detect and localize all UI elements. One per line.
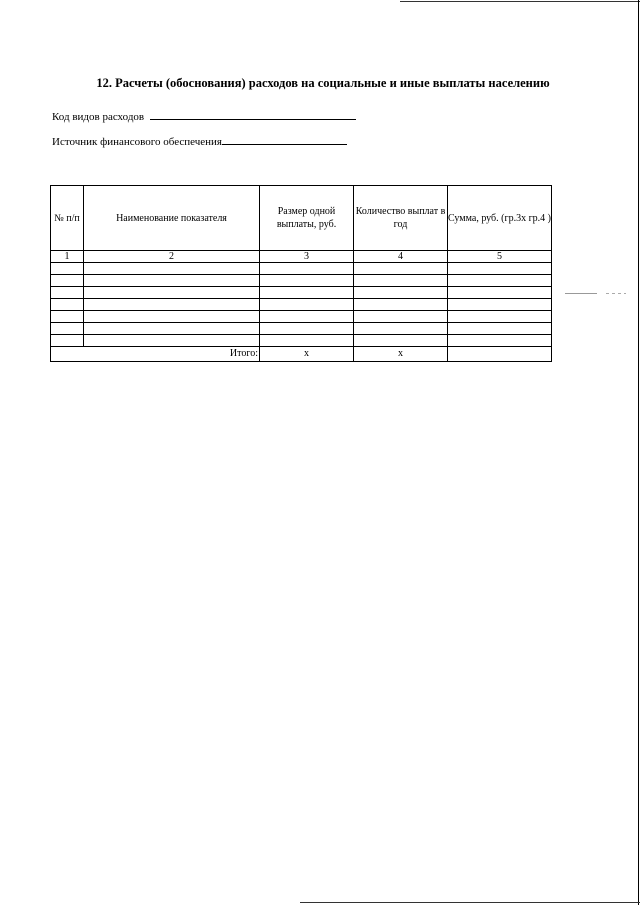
table-cell[interactable]	[260, 311, 354, 323]
expense-code-label: Код видов расходов	[52, 111, 145, 123]
table-cell[interactable]	[260, 299, 354, 311]
page-edge-right	[638, 0, 639, 905]
table-header-row	[51, 186, 552, 251]
table-cell[interactable]	[260, 323, 354, 335]
table-cell[interactable]	[51, 287, 84, 299]
header-payment-size: Размер одной выплаты, руб.	[260, 186, 354, 251]
table-cell[interactable]	[448, 311, 552, 323]
table-cell[interactable]	[84, 299, 260, 311]
table-cell[interactable]	[51, 335, 84, 347]
table-cell[interactable]	[84, 263, 260, 275]
total-payments-per-year: х	[354, 347, 448, 362]
page-edge-bottom	[300, 902, 640, 903]
table-cell[interactable]	[448, 323, 552, 335]
table-row	[51, 275, 552, 287]
table-row	[51, 323, 552, 335]
section-title: 12. Расчеты (обоснования) расходов на социальные и иные выплаты населению	[96, 76, 550, 90]
table-cell[interactable]	[51, 299, 84, 311]
table-cell[interactable]	[84, 323, 260, 335]
table-cell[interactable]	[51, 323, 84, 335]
table-cell[interactable]	[354, 287, 448, 299]
expense-code-blank[interactable]	[150, 118, 356, 120]
table-cell[interactable]	[51, 311, 84, 323]
column-number: 5	[448, 251, 552, 263]
column-number: 1	[51, 251, 84, 263]
table-cell[interactable]	[354, 275, 448, 287]
header-indicator-name: Наименование показателя	[84, 186, 260, 251]
table-cell[interactable]	[448, 299, 552, 311]
scan-artifact-dashes	[606, 293, 626, 294]
table-cell[interactable]	[354, 335, 448, 347]
table-row	[51, 299, 552, 311]
table-cell[interactable]	[260, 275, 354, 287]
table-cell[interactable]	[354, 299, 448, 311]
table-cell[interactable]	[84, 335, 260, 347]
funding-source-blank[interactable]	[222, 143, 347, 145]
total-row	[51, 347, 552, 362]
table-cell[interactable]	[84, 287, 260, 299]
calculation-table	[50, 185, 552, 362]
table-cell[interactable]	[354, 323, 448, 335]
table-cell[interactable]	[260, 335, 354, 347]
table-cell[interactable]	[84, 311, 260, 323]
table-cell[interactable]	[448, 335, 552, 347]
header-sum: Сумма, руб. (гр.3х гр.4 )	[448, 186, 552, 251]
table-row	[51, 263, 552, 275]
table-cell[interactable]	[260, 263, 354, 275]
column-number: 2	[84, 251, 260, 263]
table-cell[interactable]	[260, 287, 354, 299]
funding-source-field	[52, 136, 347, 148]
table-cell[interactable]	[448, 275, 552, 287]
column-number: 3	[260, 251, 354, 263]
table-cell[interactable]	[354, 311, 448, 323]
table-row	[51, 335, 552, 347]
table-cell[interactable]	[448, 287, 552, 299]
page-edge-top	[400, 1, 640, 2]
column-number-row	[51, 251, 552, 263]
table-cell[interactable]	[448, 263, 552, 275]
scan-artifact-line	[565, 293, 597, 294]
column-number: 4	[354, 251, 448, 263]
header-number: № п/п	[51, 186, 84, 251]
total-sum[interactable]	[448, 347, 552, 362]
funding-source-label: Источник финансового обеспечения	[52, 136, 222, 148]
table-cell[interactable]	[354, 263, 448, 275]
total-label: Итого:	[51, 347, 260, 362]
table-row	[51, 287, 552, 299]
table-cell[interactable]	[84, 275, 260, 287]
table-row	[51, 311, 552, 323]
table-cell[interactable]	[51, 263, 84, 275]
total-payment-size: х	[260, 347, 354, 362]
table-cell[interactable]	[51, 275, 84, 287]
header-payments-per-year: Количество выплат в год	[354, 186, 448, 251]
expense-code-field	[52, 111, 356, 123]
